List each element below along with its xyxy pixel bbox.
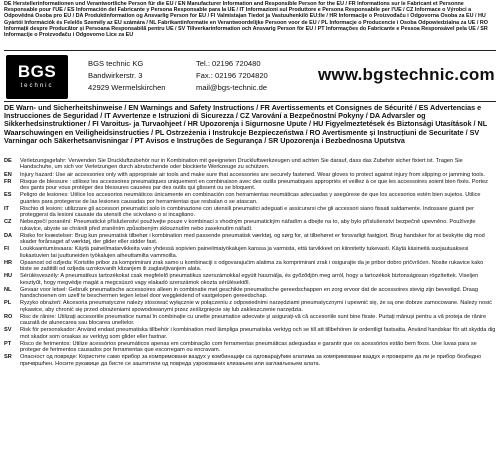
language-code: CZ	[4, 219, 12, 226]
language-code: ES	[4, 192, 12, 199]
manufacturer-info-heading: DE Herstellerinformationen und Verantwortliche Person für die EU / EN Manufacturer Information and Responsible Person for the EU / FR Informations sur le Fabricant et Personne Responsable pour l'UE / ES Información del Fabricante y Persona Responsable para la UE / IT Informazioni sul Produttore e Persona Responsabile per l'UE / CZ Informace o Výrobci a Odpovědná Osoba pro EU / DA Produktinformation og Ansvarlig Person for EU / FI Valmistajan Tiedot ja Vastuuhenkilö EU:lle / HR Informacije o Proizvođaču i Odgovorna Osoba za EU / HU Gyártói Információk és Felelős Személy az EU számára / NL Fabrikantinformatie en Verantwoordelijke Persoon voor de EU / PL Informacje o Producencie i Osoba Odpowiedzialna za UE / RO Informații despre Producător și Persoana Responsabilă pentru UE / SV Tillverkarinformation och Ansvarig Person för EU / PT Informações do Fabricante e Pessoa Responsável pela UE / SR Informacije o Proizvođaču i Odgovorno Lice za EU	[4, 1, 488, 39]
warnings-heading: DE Warn- und Sicherheitshinweise / EN Warnings and Safety Instructions / FR Avertissements et Consignes de Sécurité / ES Advertencias e Instrucciones de Seguridad / IT Avvertenze e Istruzioni di Sicurezza / CZ Varování a Bezpečnostní Pokyny / DA Advarsler og Sikkerhedsinstruktioner / FI Varoitus- ja Turvaohjeet / HR Upozorenja i Sigurnosne Upute / HU Figyelmeztetések és Biztonsági Utasítások / NL Waarschuwingen en Veiligheidsinstructies / PL Ostrzeżenia i Instrukcje Bezpieczeństwa / RO Avertismente și Instrucțiuni de Securitate / SV Varningar och Säkerhetsanvisningar / PT Avisos e Instruções de Segurança / SR Upozorenja i Bezbednosna Uputstva	[4, 103, 488, 145]
warning-entry-fi	[4, 246, 496, 258]
language-code: HR	[4, 259, 13, 266]
language-code: FI	[4, 246, 9, 253]
top-divider	[4, 50, 496, 51]
warning-text: Risc de rănire: Utilizați accesoriile pneumatice numai în combinație cu unelte pneumatice adecvate și asigurați-vă că accesoriile sunt bine fixate. Purtați mănuși pentru a vă proteja de rănire cauzată de alunecarea sau blocarea uneltelor.	[20, 313, 487, 326]
company-fax: Fax.: 02196 7204820	[196, 71, 268, 80]
warning-text: Injury hazard: Use air accessories only with appropriate air tools and make sure that accessories are securely fastened. Wear gloves to protect against injury from slipping or jamming tools.	[20, 171, 486, 178]
warning-text: Risco de ferimentos: Utilize acessórios pneumáticos apenas em combinação com ferramentas pneumáticas adequadas e garantir que os acessórios estão bem fixos. Use luvas para se proteger de ferimentos causados por ferramentas que escorregam ou encravam.	[20, 340, 477, 353]
language-code: SR	[4, 354, 12, 361]
warning-entry-nl	[4, 287, 496, 299]
company-name: BGS technic KG	[88, 59, 144, 68]
warning-text: Sérülésveszély: A pneumatikus tartozékokat csak megfelelő pneumatikus szerszámokkal együtt használja, és győződjön meg arról, hogy a tartozékok biztonságosan rögzítettek. Viseljen kesztyűt, hogy megvédje magát a megcsúszó vagy elakadó szerszámok okozta sérülésektől.	[20, 273, 479, 286]
warning-entry-sr	[4, 354, 496, 366]
language-code: PL	[4, 300, 12, 307]
warning-entry-cz	[4, 219, 496, 231]
warning-text: Risque de blessure : utilisez les accessoires pneumatiques uniquement en combinaison avec des outils pneumatiques appropriés et veillez à ce que les accessoires soient bien fixés. Portez des gants pour vous protéger des blessures causées par des outils qui glissent ou se bloquent.	[20, 178, 488, 191]
logo-subtext: technic	[20, 83, 54, 89]
warning-text: Rischio di lesioni: utilizzare gli accessori pneumatici solo in combinazione con utensili pneumatici adeguati e assicurarsi che gli accessori siano fissati saldamente. Indossare guanti per proteggersi da lesioni causate da utensili che scivolano o si incagliano.	[20, 205, 474, 218]
language-code: NL	[4, 286, 12, 293]
warning-entry-hu	[4, 273, 496, 285]
company-city: 42929 Wermelskirchen	[88, 83, 166, 92]
language-code: RO	[4, 313, 13, 320]
warning-entry-es	[4, 192, 496, 204]
warning-entry-sv	[4, 327, 496, 339]
warning-text: Risk för personskador: Använd endast pneumatiska tillbehör i kombination med lämpliga pneumatiska verktyg och se till att tillbehören är ordentligt fastsatta. Använd handskar för att skydda dig mot skador som orsakas av verktyg som glider eller fastnar.	[20, 327, 496, 340]
language-code: PT	[4, 340, 12, 347]
warning-entry-da	[4, 233, 496, 245]
language-code: DA	[4, 232, 13, 239]
middle-divider	[4, 101, 496, 102]
warning-text: Risiko for kvæstelser: Brug kun pneumatisk tilbehør i kombination med passende pneumatisk værktøj, og sørg for, at tilbehøret er forsvarligt fastgjort. Brug handsker for at beskytte dig mod skader forårsaget af værktøj, der glider eller sidder fast.	[20, 232, 485, 245]
warning-entry-pt	[4, 341, 496, 353]
language-code: HU	[4, 273, 13, 280]
language-code: IT	[4, 205, 9, 212]
company-mail: mail@bgs-technic.de	[196, 83, 268, 92]
warning-text: Opasnost od ozljeda: Koristite pribor za komprimirani zrak samo u kombinaciji s odgovarajućim alatima za komprimirani zrak i osigurajte da je pribor dobro pričvršćen. Nosite rukavice kako biste se zaštitili od ozljeda uzrokovanih klizanjem ili zaglavljivanjem alata.	[20, 259, 484, 272]
warning-entry-hr	[4, 260, 496, 272]
warning-text: Опасност од повреде: Користите само прибор за компримовани ваздух у комбинацији са одговарајућим алатима за компримовани ваздух и проверите да ли је прибор безбедно причвршћен. Носите рукавице да бисте се заштитили од повреда узрокованих клизањем или заглављењем алата.	[20, 354, 482, 367]
warnings-list	[4, 158, 496, 368]
warning-text: Ryzyko obrażeń: Akcesoria pneumatyczne należy stosować wyłącznie w połączeniu z odpowiednimi narzędziami pneumatycznymi i upewnić się, że są one dobrze zamocowane. Należy nosić rękawice, aby chronić się przed obrażeniami spowodowanymi przez ześlizgnięcie się lub zakleszczenie narzędzia.	[20, 300, 492, 313]
company-contact	[196, 58, 268, 94]
company-street: Bandwirkerstr. 3	[88, 71, 143, 80]
language-code: DE	[4, 158, 12, 164]
language-code: EN	[4, 171, 12, 178]
logo-text: BGS	[17, 62, 57, 81]
warning-text: Nebezpečí poranění: Pneumatické příslušenství používejte pouze v kombinaci s vhodným pneumatickým nářadím a dbejte na to, aby bylo příslušenství bezpečně upevněno. Používejte rukavice, abyste se chránili před zraněním způsobeným sklouznutím nebo zaseknutím nářadí.	[20, 219, 476, 232]
language-code: FR	[4, 178, 12, 185]
warning-entry-de	[4, 158, 496, 170]
company-tel: Tel.: 02196 720480	[196, 59, 261, 68]
warning-text: Peligro de lesiones: Utilice los accesorios neumáticos únicamente en combinación con herramientas neumáticas adecuadas y asegúrese de que los accesorios estén bien sujetos. Utilice guantes para protegerse de las lesiones causadas por herramientas que resbalan o se atascan.	[20, 192, 481, 205]
bgs-logo	[6, 55, 68, 99]
language-code: SV	[4, 327, 12, 334]
warning-text: Gevaar voor letsel: Gebruik pneumatische accessoires alleen in combinatie met geschikte pneumatische gereedschappen en zorg ervoor dat de accessoires stevig zijn bevestigd. Draag handschoenen om uzelf te beschermen tegen letsel door weggleidend of vastgelopen gereedschap.	[20, 286, 479, 299]
warning-entry-it	[4, 206, 496, 218]
warning-entry-en	[4, 172, 496, 178]
warning-text: Loukkaantumisvaara: Käytä paineilmatarvikkeita vain yhdessä sopivien paineilmatyökalujen kanssa ja varmista, että tarvikkeet on kiinnitetty tukevasti. Käytä käsineitä suojautuaksesi liukastuvien tai juuttuneiden työkalujen aiheuttamilta vammoilta.	[20, 246, 469, 259]
website-url: www.bgstechnic.com	[318, 65, 495, 84]
company-address	[88, 58, 166, 94]
warning-entry-pl	[4, 300, 496, 312]
warning-entry-fr	[4, 179, 496, 191]
warning-text: Verletzungsgefahr: Verwenden Sie Druckluftzubehör nur in Kombination mit geeigneten Druckluftwerkzeugen und achten Sie darauf, dass das Zubehör sicher fixiert ist. Tragen Sie Handschuhe, um sich vor Verletzungen durch abrutschende oder blockierte Werkzeuge zu schützen.	[20, 158, 463, 171]
warning-entry-ro	[4, 314, 496, 326]
